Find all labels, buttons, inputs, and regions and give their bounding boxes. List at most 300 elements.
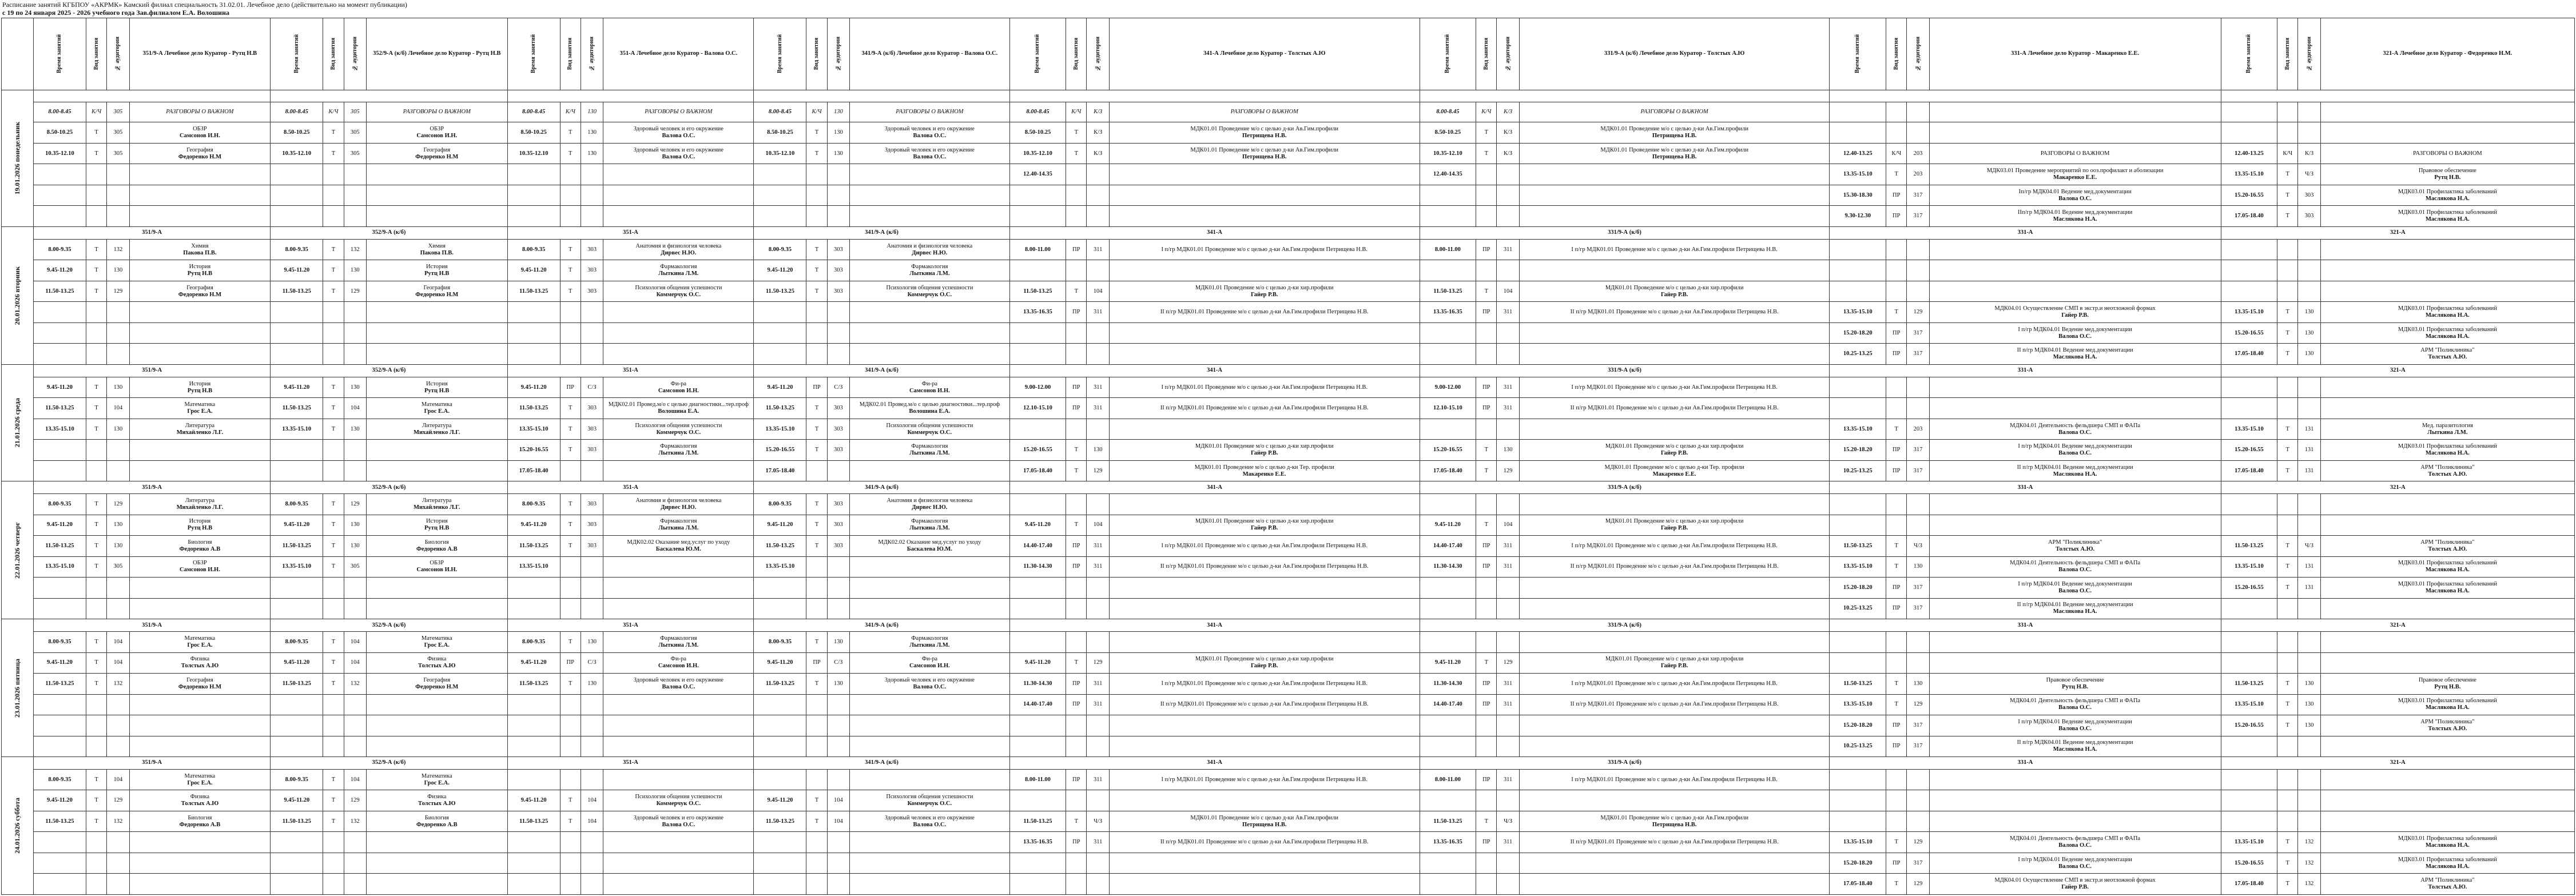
lesson-room — [1087, 260, 1109, 281]
teacher-name: Макаренко Е.Е. — [2053, 174, 2097, 181]
lesson-room: 104 — [107, 652, 129, 674]
lesson-room — [581, 694, 603, 715]
lesson-room — [2298, 598, 2320, 619]
lesson-room — [107, 598, 129, 619]
lesson-subject — [1109, 460, 1420, 481]
lesson-type: Т — [2277, 578, 2298, 599]
lesson-time: 9.45-11.20 — [271, 515, 323, 536]
teacher-name: Федоренко Н.М — [178, 291, 221, 298]
teacher-name: Федоренко Н.М — [178, 153, 221, 160]
subject-name: Здоровый человек и его окружение — [884, 146, 975, 153]
lesson-room: 129 — [344, 494, 366, 515]
lesson-type — [323, 715, 344, 736]
lesson-subject — [603, 790, 754, 811]
lesson-room — [1087, 344, 1109, 365]
lesson-time: 11.50-13.25 — [1830, 536, 1886, 557]
lesson-room — [2298, 494, 2320, 515]
lesson-time — [33, 736, 86, 757]
lesson-time — [1420, 790, 1476, 811]
lesson-room — [1087, 164, 1109, 185]
lesson-time — [1420, 578, 1476, 599]
lesson-room — [1087, 578, 1109, 599]
lesson-subject — [2320, 632, 2574, 653]
lesson-subject — [603, 578, 754, 599]
lesson-subject — [603, 460, 754, 481]
teacher-name: Волошина Е.А. — [658, 408, 699, 415]
lesson-subject — [603, 694, 754, 715]
lesson-subject — [2320, 715, 2574, 736]
lesson-time: 8.00-8.45 — [1009, 102, 1066, 122]
lesson-subject — [366, 344, 507, 365]
lesson-type — [1886, 281, 1907, 302]
lesson-time: 9.45-11.20 — [1420, 652, 1476, 674]
lesson-room: 130 — [581, 122, 603, 144]
lesson-subject — [1929, 556, 2221, 578]
lesson-room — [344, 598, 366, 619]
lesson-type: ПР — [1476, 398, 1497, 419]
lesson-subject — [129, 494, 271, 515]
lesson-time — [754, 694, 806, 715]
lesson-time: 13.35-15.10 — [33, 556, 86, 578]
lesson-type: ПР — [1476, 769, 1497, 790]
lesson-time: 11.50-13.25 — [1830, 674, 1886, 695]
lesson-room: 311 — [1497, 769, 1519, 790]
lesson-time — [754, 185, 806, 206]
lesson-room: 303 — [581, 515, 603, 536]
lesson-type — [2277, 736, 2298, 757]
lesson-subject — [850, 164, 1010, 185]
lesson-subject — [1109, 769, 1420, 790]
lesson-room — [107, 736, 129, 757]
subject-name: Правовое обеспечение — [2046, 676, 2104, 683]
lesson-room — [2298, 769, 2320, 790]
lesson-subject — [850, 460, 1010, 481]
lesson-room: 131 — [2298, 460, 2320, 481]
lesson-subject — [129, 736, 271, 757]
lesson-type: Т — [806, 494, 827, 515]
lesson-type: Т — [560, 494, 581, 515]
lesson-subject — [366, 102, 507, 122]
lesson-type: К/Ч — [1886, 143, 1907, 164]
teacher-name: Гайер Р.В. — [2061, 884, 2089, 891]
lesson-type: ПР — [1066, 536, 1087, 557]
lesson-type: Т — [806, 440, 827, 461]
lesson-type: Т — [86, 419, 106, 440]
subject-name: I п/гр МДК01.01 Проведение м/о с целью д-ки Ав.Гим.профили Петрищева Н.В. — [1161, 384, 1368, 391]
lesson-subject — [603, 736, 754, 757]
lesson-subject — [2320, 440, 2574, 461]
lesson-type: Т — [323, 632, 344, 653]
subject-name: География — [186, 146, 213, 153]
lesson-type — [806, 769, 827, 790]
group-label: 341/9-А (к/б) — [754, 757, 1009, 770]
lesson-room: 303 — [2298, 206, 2320, 227]
lesson-type — [1476, 206, 1497, 227]
lesson-room: Ч/З — [1087, 811, 1109, 832]
lesson-subject — [603, 239, 754, 260]
lesson-subject — [129, 143, 271, 164]
lesson-subject — [850, 811, 1010, 832]
lesson-type — [560, 769, 581, 790]
lesson-type: ПР — [1476, 832, 1497, 853]
lesson-time — [507, 694, 560, 715]
lesson-type — [806, 578, 827, 599]
subject-name: ОБЗР — [193, 560, 207, 567]
teacher-name: Рутц Н.В — [187, 525, 213, 532]
subject-name: МДК01.01 Проведение м/о с целью д-ки хир.профили — [1605, 443, 1744, 449]
room-header: № аудитории — [581, 18, 603, 90]
lesson-type — [1476, 853, 1497, 874]
lesson-subject — [603, 632, 754, 653]
lesson-type — [86, 578, 106, 599]
lesson-time — [2221, 632, 2277, 653]
lesson-room — [827, 853, 849, 874]
lesson-room: 203 — [1907, 143, 1929, 164]
lesson-room — [1497, 419, 1519, 440]
lesson-subject — [850, 302, 1010, 323]
teacher-name: Баскалева Ю.М. — [655, 545, 701, 552]
teacher-name: Валова О.С. — [2058, 333, 2092, 340]
lesson-type: ПР — [1886, 206, 1907, 227]
lesson-room: 303 — [581, 260, 603, 281]
lesson-type — [1476, 419, 1497, 440]
lesson-subject — [129, 102, 271, 122]
lesson-room — [827, 556, 849, 578]
lesson-type — [560, 578, 581, 599]
lesson-type: Т — [323, 652, 344, 674]
lesson-time: 8.50-10.25 — [507, 122, 560, 144]
group-label: 331-А — [1830, 226, 2221, 239]
teacher-name: Гайер Р.В. — [1250, 663, 1278, 670]
lesson-time — [2221, 102, 2277, 122]
lesson-time: 11.30-14.30 — [1009, 556, 1066, 578]
lesson-time: 13.35-15.10 — [754, 556, 806, 578]
teacher-name: Маслякова Н.А. — [2425, 216, 2470, 223]
teacher-name: Самсонов И.Н. — [909, 387, 950, 394]
teacher-name: Грос Е.А. — [424, 642, 450, 648]
teacher-name: Лыткина Л.М. — [909, 450, 950, 456]
lesson-room: 203 — [1907, 419, 1929, 440]
subject-name: II п/гр МДК01.01 Проведение м/о с целью д-ки Ав.Гим.профили Петрищева Н.В. — [1160, 309, 1369, 316]
lesson-subject — [2320, 239, 2574, 260]
lesson-subject — [366, 853, 507, 874]
lesson-time — [2221, 239, 2277, 260]
lesson-type: Т — [1476, 811, 1497, 832]
lesson-time — [507, 832, 560, 853]
teacher-name: Валова О.С. — [2058, 195, 2092, 202]
subject-name: Здоровый человек и его окружение — [884, 126, 975, 133]
lesson-time — [271, 185, 323, 206]
lesson-room — [1907, 790, 1929, 811]
lesson-room: К/З — [1497, 102, 1519, 122]
lesson-time: 9.45-11.20 — [754, 377, 806, 398]
lesson-type: Т — [1476, 460, 1497, 481]
subject-name: МДК03.01 Профилактика заболеваний — [2398, 835, 2497, 842]
lesson-room: 130 — [827, 674, 849, 695]
lesson-time: 8.00-11.00 — [1420, 239, 1476, 260]
lesson-time: 8.00-9.35 — [33, 769, 86, 790]
lesson-time — [271, 832, 323, 853]
lesson-type — [806, 206, 827, 227]
lesson-subject — [2320, 494, 2574, 515]
lesson-room — [344, 164, 366, 185]
lesson-time — [754, 736, 806, 757]
subject-name: РАЗГОВОРЫ О ВАЖНОМ — [896, 109, 964, 116]
lesson-type: Т — [806, 515, 827, 536]
group-label: 331-А — [1830, 364, 2221, 377]
lesson-time: 15.20-18.20 — [1830, 715, 1886, 736]
lesson-type: Т — [86, 556, 106, 578]
lesson-time: 13.35-16.35 — [1009, 302, 1066, 323]
subject-name: Здоровый человек и его окружение — [633, 146, 723, 153]
lesson-subject — [1109, 344, 1420, 365]
lesson-subject — [1929, 736, 2221, 757]
lesson-subject — [2320, 143, 2574, 164]
lesson-type: ПР — [1066, 398, 1087, 419]
lesson-room — [2298, 811, 2320, 832]
lesson-subject — [366, 536, 507, 557]
lesson-type: ПР — [1066, 769, 1087, 790]
lesson-time: 8.00-9.35 — [271, 632, 323, 653]
lesson-time: 13.35-15.10 — [2221, 556, 2277, 578]
group-label: 351/9-А — [33, 364, 270, 377]
teacher-name: Пакова П.В. — [183, 249, 217, 256]
teacher-name: Валова О.С. — [2058, 863, 2092, 870]
lesson-subject — [850, 494, 1010, 515]
lesson-time: 8.00-8.45 — [33, 102, 86, 122]
lesson-time: 11.50-13.25 — [2221, 536, 2277, 557]
lesson-type: Т — [806, 674, 827, 695]
subject-name: МДК01.01 Проведение м/о с целью д-ки Ав.Гим.профили — [1190, 814, 1339, 821]
lesson-type: Т — [1066, 515, 1087, 536]
lesson-room — [1087, 736, 1109, 757]
lesson-time: 11.50-13.25 — [33, 536, 86, 557]
subject-name: МДК04.01 Деятельность фельдшера СМП и ФАПа — [2010, 698, 2141, 704]
lesson-time: 12.40-14.35 — [1009, 164, 1066, 185]
lesson-room — [1497, 632, 1519, 653]
lesson-subject — [129, 811, 271, 832]
teacher-name: Федоренко А.В — [179, 545, 221, 552]
lesson-type — [2277, 377, 2298, 398]
group-label: 321-А — [2221, 226, 2575, 239]
lesson-time: 11.50-13.25 — [33, 811, 86, 832]
lesson-type — [1066, 322, 1087, 344]
subject-name: Литература — [185, 422, 215, 429]
lesson-type: Т — [86, 769, 106, 790]
lesson-room: 130 — [2298, 715, 2320, 736]
lesson-time: 8.00-9.35 — [507, 632, 560, 653]
lesson-subject — [2320, 515, 2574, 536]
lesson-type — [806, 832, 827, 853]
time-header: Время занятий — [1009, 18, 1066, 90]
lesson-subject — [1109, 185, 1420, 206]
lesson-room — [581, 556, 603, 578]
room-header: № аудитории — [344, 18, 366, 90]
subject-name: МДК01.01 Проведение м/о с целью д-ки Тер. профили — [1604, 464, 1744, 471]
subject-name: МДК02.02 Оказание мед.услуг по уходу — [878, 539, 981, 545]
subject-name: Биология — [424, 539, 449, 545]
schedule-row — [2, 736, 2575, 757]
schedule-row — [2, 494, 2575, 515]
group-label — [1009, 90, 1420, 102]
group-label: 341-А — [1009, 619, 1420, 632]
lesson-type: Т — [560, 515, 581, 536]
lesson-type: ПР — [1476, 556, 1497, 578]
lesson-subject — [1929, 440, 2221, 461]
lesson-type: Т — [806, 536, 827, 557]
lesson-time — [1830, 811, 1886, 832]
lesson-room: 303 — [827, 494, 849, 515]
lesson-type: Т — [806, 122, 827, 144]
schedule-row — [2, 578, 2575, 599]
lesson-time — [271, 578, 323, 599]
lesson-time: 9.45-11.20 — [1420, 515, 1476, 536]
lesson-time: 13.35-15.10 — [2221, 164, 2277, 185]
lesson-time — [1830, 398, 1886, 419]
lesson-subject — [603, 715, 754, 736]
day-group-header-row — [2, 226, 2575, 239]
subject-name: Физика — [427, 656, 447, 663]
lesson-subject — [603, 377, 754, 398]
lesson-room — [1907, 122, 1929, 144]
subject-name: МДК04.01 Осуществление СМП в экстр.и неотложной формах — [1994, 305, 2156, 312]
group-label: 352/9-А (к/б) — [271, 364, 507, 377]
schedule-row — [2, 281, 2575, 302]
lesson-type — [1066, 715, 1087, 736]
lesson-room — [581, 206, 603, 227]
lesson-time — [1830, 769, 1886, 790]
lesson-type: ПР — [806, 377, 827, 398]
lesson-type: Т — [323, 769, 344, 790]
lesson-room — [827, 715, 849, 736]
lesson-type — [86, 598, 106, 619]
teacher-name: Лыткина Л.М. — [909, 525, 950, 532]
lesson-type: Т — [560, 143, 581, 164]
lesson-type — [323, 832, 344, 853]
lesson-time — [2221, 652, 2277, 674]
lesson-type — [560, 598, 581, 619]
lesson-time: 15.20-16.55 — [2221, 322, 2277, 344]
lesson-time — [1420, 185, 1476, 206]
lesson-room — [1907, 811, 1929, 832]
lesson-time — [2221, 122, 2277, 144]
lesson-type — [2277, 122, 2298, 144]
subject-name: МДК04.01 Осуществление СМП в экстр.и неотложной формах — [1994, 877, 2156, 884]
lesson-time: 8.00-9.35 — [271, 769, 323, 790]
lesson-room: 130 — [2298, 674, 2320, 695]
lesson-type: Т — [560, 811, 581, 832]
lesson-room — [344, 694, 366, 715]
lesson-subject — [850, 832, 1010, 853]
subject-name: МДК04.01 Деятельность фельдшера СМП и ФАПа — [2010, 835, 2141, 842]
group-header-6: 331-А Лечебное дело Куратор - Макаренко Е.Е. — [1929, 18, 2221, 90]
lesson-time: 17.05-18.40 — [2221, 874, 2277, 895]
teacher-name: Грос Е.А. — [187, 642, 213, 648]
day-group-header-row — [2, 757, 2575, 770]
subject-name: МДК04.01 Деятельность фельдшера СМП и ФАПа — [2010, 560, 2141, 567]
lesson-time: 11.50-13.25 — [507, 281, 560, 302]
lesson-room: 317 — [1907, 322, 1929, 344]
subject-name: АРМ "Поликлиника" — [2420, 718, 2475, 725]
teacher-name: Коммерчук О.С. — [656, 291, 701, 298]
lesson-room — [827, 344, 849, 365]
subject-name: Фи-ра — [921, 656, 938, 663]
teacher-name: Рутц Н.В — [424, 270, 450, 277]
lesson-room: 317 — [1907, 715, 1929, 736]
lesson-room: 303 — [581, 281, 603, 302]
lesson-subject — [1929, 790, 2221, 811]
lesson-room: 311 — [1087, 832, 1109, 853]
group-label: 341-А — [1009, 364, 1420, 377]
lesson-room — [827, 206, 849, 227]
lesson-subject — [129, 598, 271, 619]
lesson-type — [2277, 260, 2298, 281]
lesson-type: ПР — [560, 377, 581, 398]
lesson-room: С/З — [827, 652, 849, 674]
lesson-subject — [366, 302, 507, 323]
lesson-time — [1009, 715, 1066, 736]
lesson-type — [560, 874, 581, 895]
lesson-type — [1886, 769, 1907, 790]
subject-name: Психология общения успешности — [886, 422, 973, 429]
lesson-time — [271, 344, 323, 365]
day-label-4: 23.01.2026 пятница — [2, 619, 34, 757]
lesson-type — [2277, 632, 2298, 653]
lesson-subject — [1519, 143, 1830, 164]
lesson-time — [271, 302, 323, 323]
lesson-room: 317 — [1907, 460, 1929, 481]
type-header: Вид занятия — [1886, 18, 1907, 90]
lesson-type — [86, 832, 106, 853]
subject-name: I п/гр МДК01.01 Проведение м/о с целью д-ки Ав.Гим.профили Петрищева Н.В. — [1161, 680, 1368, 687]
lesson-time: 10.35-12.10 — [507, 143, 560, 164]
lesson-room: 130 — [827, 143, 849, 164]
schedule-row — [2, 302, 2575, 323]
lesson-room — [827, 302, 849, 323]
lesson-room: 130 — [107, 419, 129, 440]
teacher-name: Волошина Е.А. — [909, 408, 951, 415]
lesson-type: Т — [323, 281, 344, 302]
lesson-room — [1497, 874, 1519, 895]
group-label: 351/9-А — [33, 226, 270, 239]
subject-name: Психология общения успешности — [886, 794, 973, 801]
lesson-time — [2221, 769, 2277, 790]
lesson-room: 130 — [107, 260, 129, 281]
lesson-time: 14.40-17.40 — [1009, 694, 1066, 715]
subject-name: ОБЗР — [193, 126, 207, 133]
lesson-time: 15.20-16.55 — [2221, 440, 2277, 461]
lesson-subject — [2320, 398, 2574, 419]
lesson-subject — [2320, 460, 2574, 481]
lesson-room: 104 — [1087, 281, 1109, 302]
lesson-type: Т — [2277, 164, 2298, 185]
lesson-type: Т — [560, 260, 581, 281]
lesson-type: Т — [2277, 536, 2298, 557]
lesson-time: 9.45-11.20 — [1009, 515, 1066, 536]
lesson-time — [33, 344, 86, 365]
lesson-room: 130 — [1087, 440, 1109, 461]
schedule-row — [2, 239, 2575, 260]
time-header: Время занятий — [507, 18, 560, 90]
lesson-type: Т — [1066, 122, 1087, 144]
lesson-time: 17.05-18.40 — [507, 460, 560, 481]
lesson-room: 132 — [107, 674, 129, 695]
lesson-type — [86, 460, 106, 481]
lesson-type — [86, 206, 106, 227]
lesson-type: К/Ч — [806, 102, 827, 122]
lesson-type — [1886, 494, 1907, 515]
subject-name: Анатомия и физиология человека — [887, 497, 973, 504]
